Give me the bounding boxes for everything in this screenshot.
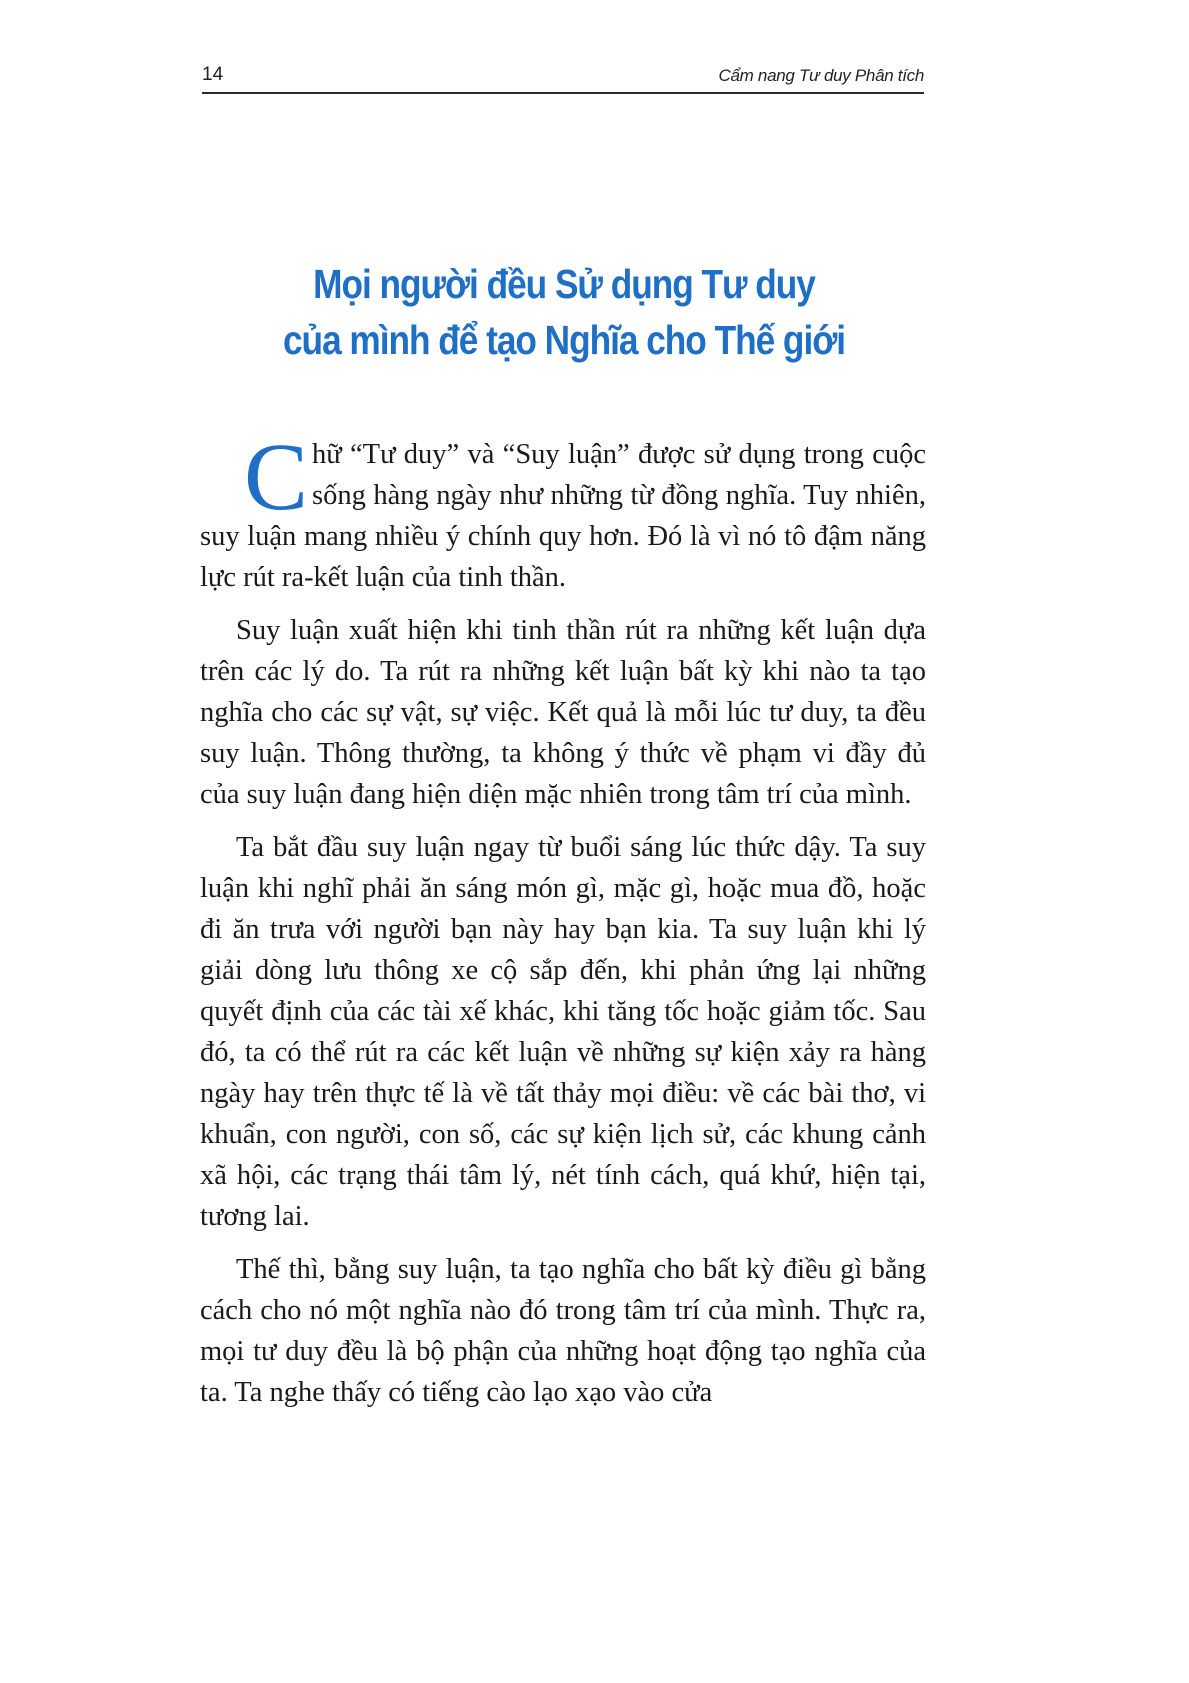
paragraph-4: Thế thì, bằng suy luận, ta tạo nghĩa cho bất kỳ điều gì bằng cách cho nó một nghĩa nào đó trong tâm trí của mình. Thực ra, mọi tư duy đều là bộ phận của những hoạt động tạo nghĩa của ta. Ta nghe thấy có tiếng cào lạo xạo vào cửa bbox=[200, 1254, 926, 1408]
paragraph-3: Ta bắt đầu suy luận ngay từ buổi sáng lúc thức dậy. Ta suy luận khi nghĩ phải ăn sáng món gì, mặc gì, hoặc mua đồ, hoặc đi ăn trưa với người bạn này hay bạn kia. Ta suy luận khi lý giải dòng lưu thông xe cộ sắp đến, khi phản ứng lại những quyết định của các tài xế khác, khi tăng tốc hoặc giảm tốc. Sau đó, ta có thể rút ra các kết luận về những sự kiện xảy ra hàng ngày hay trên thực tế là về tất thảy mọi điều: về các bài thơ, vi khuẩn, con người, con số, các sự kiện lịch sử, các khung cảnh xã hội, các trạng thái tâm lý, nét tính cách, quá khứ, hiện tại, tương lai. bbox=[200, 832, 926, 1232]
chapter-title-line-2: của mình để tạo Nghĩa cho Thế giới bbox=[282, 317, 846, 363]
drop-cap: C bbox=[244, 423, 309, 530]
chapter-title bbox=[251, 256, 877, 368]
chapter-title-line-1: Mọi người đều Sử dụng Tư duy bbox=[313, 261, 815, 307]
paragraph-2: Suy luận xuất hiện khi tinh thần rút ra những kết luận dựa trên các lý do. Ta rút ra những kết luận bất kỳ khi nào ta tạo nghĩa cho các sự vật, sự việc. Kết quả là mỗi lúc tư duy, ta đều suy luận. Thông thường, ta không ý thức về phạm vi đầy đủ của suy luận đang hiện diện mặc nhiên trong tâm trí của mình. bbox=[200, 615, 926, 810]
paragraph-1 bbox=[200, 423, 926, 598]
body-text bbox=[200, 423, 926, 1425]
running-title: Cẩm nang Tư duy Phân tích bbox=[718, 66, 924, 85]
paragraph-1-text: hữ “Tư duy” và “Suy luận” được sử dụng trong cuộc sống hàng ngày như những từ đồng nghĩa. Tuy nhiên, suy luận mang nhiều ý chính quy hơn. Đó là vì nó tô đậm năng lực rút ra-kết luận của tinh thần. bbox=[200, 439, 926, 593]
page-number: 14 bbox=[202, 64, 224, 85]
page-header bbox=[202, 62, 924, 94]
